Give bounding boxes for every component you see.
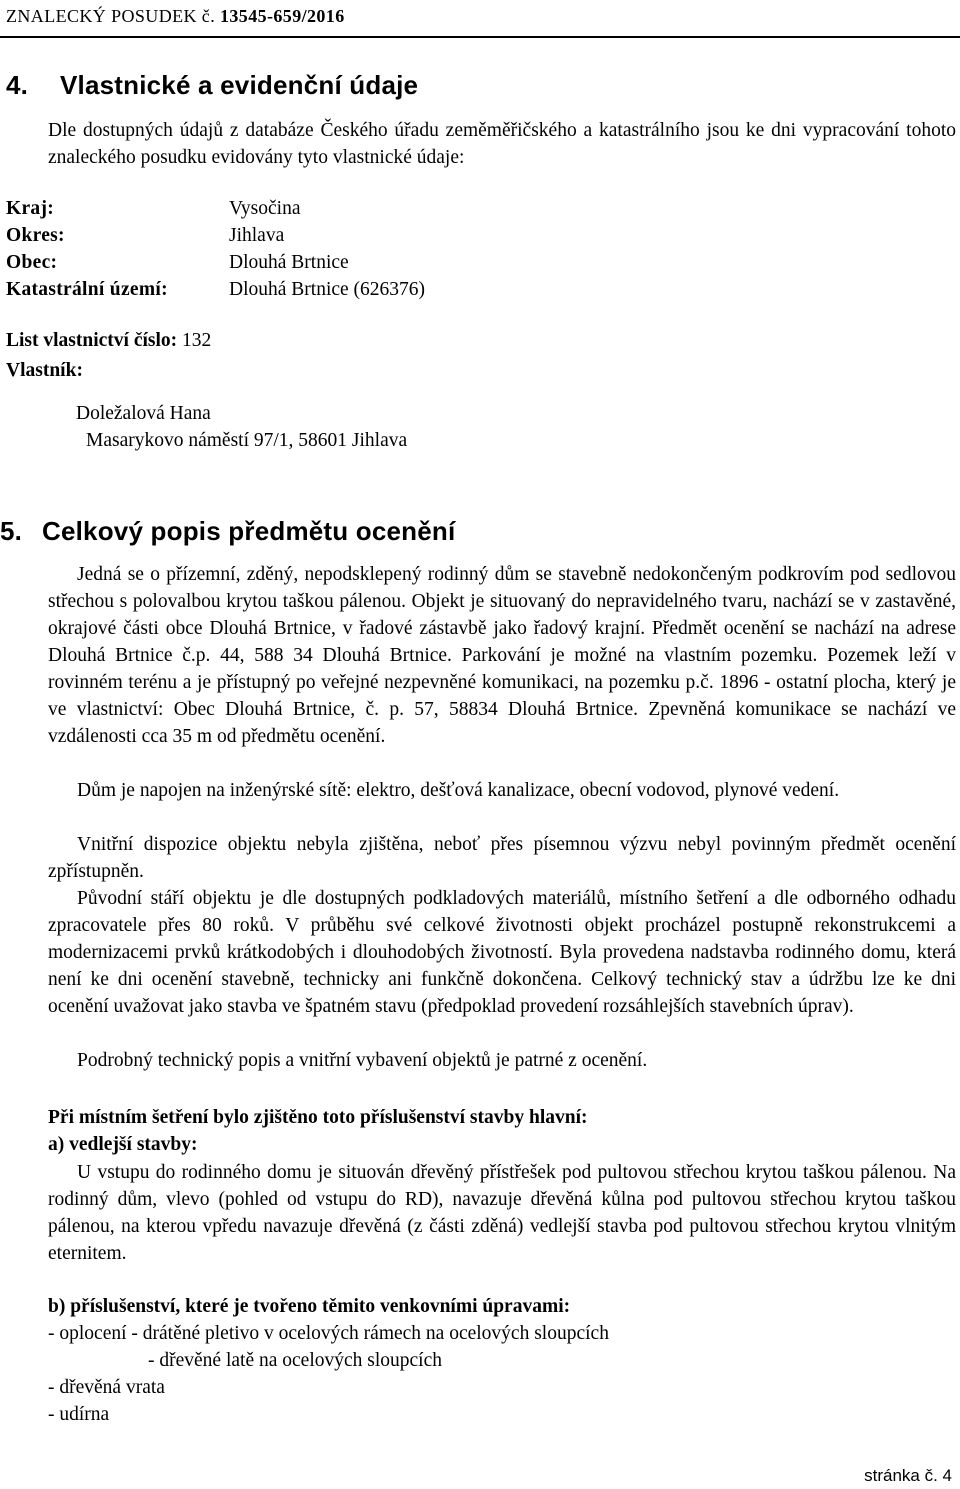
page-header (0, 2, 960, 38)
field-value-kraj: Vysočina (229, 198, 301, 219)
section-5-number: 5. (0, 516, 23, 546)
field-value-ku: Dlouhá Brtnice (626376) (229, 279, 426, 300)
field-label-okres: Okres: (6, 225, 65, 246)
lv-value: 132 (182, 330, 212, 351)
report-title-prefix: ZNALECKÝ POSUDEK č. (6, 6, 216, 26)
lv-row (6, 330, 211, 352)
section-5-title: Celkový popis předmětu ocenění (42, 516, 456, 546)
accessories-heading: Při místním šetření bylo zjištěno toto příslušenství stavby hlavní: (48, 1107, 588, 1128)
report-title (6, 6, 345, 27)
description-paragraph-5: Podrobný technický popis a vnitřní vybavení objektů je patrné z ocenění. (77, 1050, 648, 1071)
field-label-kraj: Kraj: (6, 198, 55, 219)
section-4-title: Vlastnické a evidenční údaje (60, 70, 419, 100)
owner-address: Masarykovo náměstí 97/1, 58601 Jihlava (86, 430, 408, 451)
section-4-intro: Dle dostupných údajů z databáze Českého úřadu zeměměřičského a katastrálního jsou ke dni vypracování tohoto znaleckého posudku evidovány tyto vlastnické údaje: (48, 120, 956, 168)
section-4-heading (6, 70, 418, 101)
sub-a-heading: a) vedlejší stavby: (48, 1134, 198, 1155)
list-item: - dřevěné latě na ocelových sloupcích (148, 1350, 442, 1371)
field-label-obec: Obec: (6, 252, 58, 273)
description-paragraph-4: Původní stáří objektu je dle dostupných podkladových materiálů, místního šetření a dle odborného odhadu zpracovatele přes 80 roků. V průběhu své celkové životnosti objekt procházel postupně rekonstrukcemi a modernizacemi prvků krátkodobých i dlouhodobých životností. Byla provedena nadstavba rodinného domu, která není ke dni ocenění stavebně, technicky ani funkčně dokončena. Celkový technický stav a údržbu lze ke dni ocenění uvažovat jako stavba ve špatném stavu (předpoklad provedení rozsáhlejších stavebních úprav). (48, 888, 956, 1017)
lv-label: List vlastnictví číslo: (6, 330, 178, 351)
field-label-ku: Katastrální území: (6, 279, 168, 300)
section-5-heading (0, 516, 456, 547)
list-item: - udírna (48, 1404, 110, 1425)
list-item: - dřevěná vrata (48, 1377, 165, 1398)
field-value-okres: Jihlava (229, 225, 285, 246)
list-item: - oplocení - drátěné pletivo v ocelových rámech na ocelových sloupcích (48, 1323, 609, 1344)
field-value-obec: Dlouhá Brtnice (229, 252, 349, 273)
report-number: 13545-659/2016 (220, 6, 345, 26)
sub-a-text: U vstupu do rodinného domu je situován dřevěný přístřešek pod pultovou střechou krytou taškou pálenou. Na rodinný dům, vlevo (pohled od vstupu do RD), navazuje dřevěná kůlna pod pultovou střechou krytou taškou pálenou, na kterou vpředu navazuje dřevěná (z části zděná) vedlejší stavba pod pultovou střechou krytou vlnitým eternitem. (48, 1162, 956, 1264)
description-paragraph-2: Dům je napojen na inženýrské sítě: elektro, dešťová kanalizace, obecní vodovod, plynové vedení. (77, 780, 840, 801)
sub-b-heading: b) příslušenství, které je tvořeno těmito venkovními úpravami: (48, 1296, 571, 1317)
owner-name: Doležalová Hana (76, 403, 211, 424)
description-paragraph-1: Jedná se o přízemní, zděný, nepodsklepený rodinný dům se stavebně nedokončeným podkrovím pod sedlovou střechou s polovalbou krytou taškou pálenou. Objekt je situovaný do nepravidelného tvaru, nachází se v zastavěné, okrajové části obce Dlouhá Brtnice, v řadové zástavbě jako řadový krajní. Předmět ocenění se nachází na adrese Dlouhá Brtnice č.p. 44, 588 34 Dlouhá Brtnice. Parkování je možné na vlastním pozemku. Pozemek leží v rovinném terénu a je přístupný po veřejné nezpevněné komunikaci, na pozemku p.č. 1896 - ostatní plocha, který je ve vlastnictví: Obec Dlouhá Brtnice, č. p. 57, 58834 Dlouhá Brtnice. Zpevněná komunikace se nachází ve vzdálenosti cca 35 m od předmětu ocenění. (48, 564, 956, 747)
page-number: stránka č. 4 (864, 1466, 952, 1485)
description-paragraph-3: Vnitřní dispozice objektu nebyla zjištěna, neboť přes písemnou výzvu nebyl povinným předmět ocenění zpřístupněn. (48, 834, 956, 882)
owner-label: Vlastník: (6, 360, 83, 381)
section-4-number: 4. (6, 70, 29, 100)
